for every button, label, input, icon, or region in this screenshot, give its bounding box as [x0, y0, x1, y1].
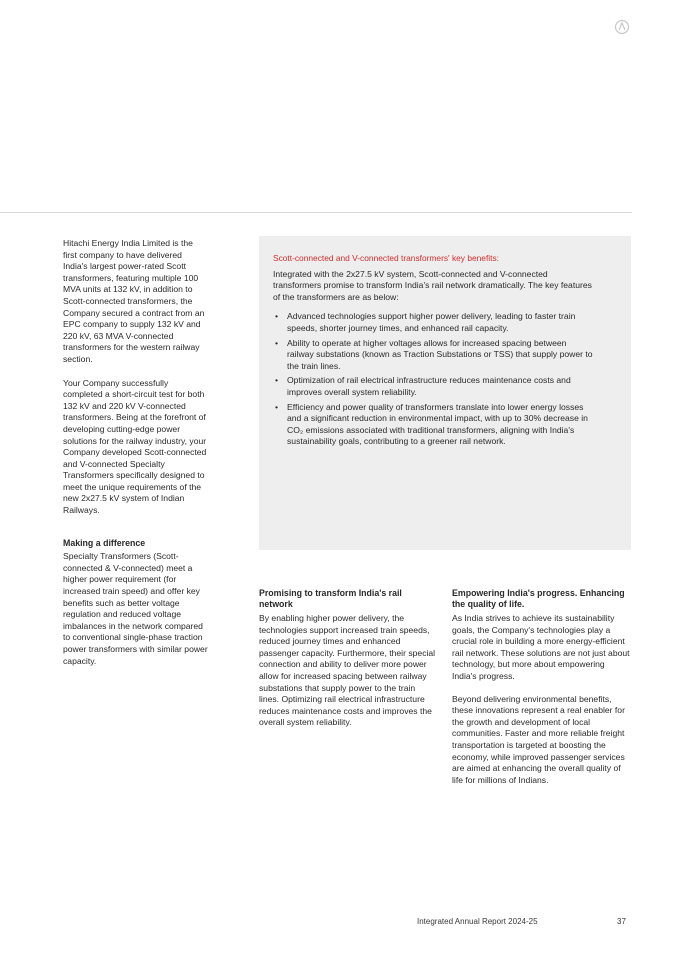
right-column: [452, 588, 630, 786]
bullet-icon: •: [275, 337, 279, 348]
bullet-icon: •: [275, 311, 279, 322]
bullet-icon: •: [275, 401, 279, 412]
community-benefits-paragraph: Beyond delivering environmental benefits, these innovations represent a real enabler for the growth and development of local communities. Faster and more reliable freight transportation is targeted at boosting the economy, while improved passenger services are aimed at enhancing the overall quality of life for millions of Indians.: [452, 693, 625, 785]
page-number: 37: [617, 917, 626, 926]
making-difference-paragraph: Specialty Transformers (Scott-connected & V-connected) meet a higher power requirement (for increased train speed) and offer key benefits such as better voltage regulation and reduced voltage imbalances in the network compared to conventional single-phase traction power transformers with similar power capacity.: [63, 551, 208, 666]
list-item-text: Ability to operate at higher voltages allows for increased spacing between railway substations (known as Traction Substations or TSS) that supply power to the train lines.: [287, 337, 593, 371]
list-item: [273, 375, 593, 398]
left-column: [63, 238, 208, 667]
list-item-text: Advanced technologies support higher power delivery, leading to faster train speeds, shorter journey times, and enhanced rail capacity.: [287, 311, 576, 333]
key-benefits-list: [273, 311, 593, 448]
list-item-text: Optimization of rail electrical infrastructure reduces maintenance costs and improves overall system reliability.: [287, 375, 571, 397]
header-divider: [0, 212, 632, 213]
empowering-progress-heading: Empowering India's progress. Enhancing the quality of life.: [452, 588, 625, 609]
rail-network-paragraph: By enabling higher power delivery, the technologies support increased train speeds, reduced journey times and enhanced passenger capacity. Furthermore, their special connection and ability to deliver more power allow for increased spacing between railway substations that supply power to the train lines. Optimizing rail electrical infrastructure reduces maintenance costs and improves the overall system reliability.: [259, 613, 436, 728]
list-item: [273, 311, 593, 334]
making-difference-heading: Making a difference: [63, 537, 146, 548]
list-item: [273, 402, 593, 448]
empowering-progress-paragraph: As India strives to achieve its sustainability goals, the Company's technologies play a crucial role in building a more energy-efficient rail network. These solutions are not just about technology, but more about empowering India's progress.: [452, 613, 630, 681]
company-logo-icon: [614, 19, 630, 35]
key-benefits-title: Scott-connected and V-connected transformers' key benefits:: [273, 253, 499, 263]
key-benefits-box: [259, 236, 631, 550]
footer-report-title: Integrated Annual Report 2024-25: [417, 917, 538, 926]
rail-network-heading: Promising to transform India's rail network: [259, 588, 402, 609]
bullet-icon: •: [275, 375, 279, 386]
intro-paragraph: Hitachi Energy India Limited is the first company to have delivered India's largest power-rated Scott transformers, featuring multiple 100 MVA units at 132 kV, in addition to Scott-connected transformers, the Company secured a contract from an EPC company to supply 132 kV and 220 kV, 63 MVA V-connected transformers for the western railway section.: [63, 238, 205, 364]
key-benefits-intro: Integrated with the 2x27.5 kV system, Scott-connected and V-connected transformers promise to transform India's rail network dramatically. The key features of the transformers are as below:: [273, 268, 592, 302]
list-item-text: Efficiency and power quality of transformers translate into lower energy losses and a significant reduction in environmental impact, with up to 30% decrease in CO₂ emissions associated with traditional transformers, aligning with India's sustainability goals, contributing to a greener rail network.: [287, 401, 588, 447]
list-item: [273, 338, 593, 373]
short-circuit-paragraph: Your Company successfully completed a short-circuit test for both 132 kV and 220 kV V-connected transformers. Being at the forefront of developing cutting-edge power solutions for the railway industry, your Company developed Scott-connected and V-connected Specialty Transformers specifically designed to meet the unique requirements of the new 2x27.5 kV system of Indian Railways.: [63, 377, 207, 516]
middle-column: [259, 588, 437, 729]
